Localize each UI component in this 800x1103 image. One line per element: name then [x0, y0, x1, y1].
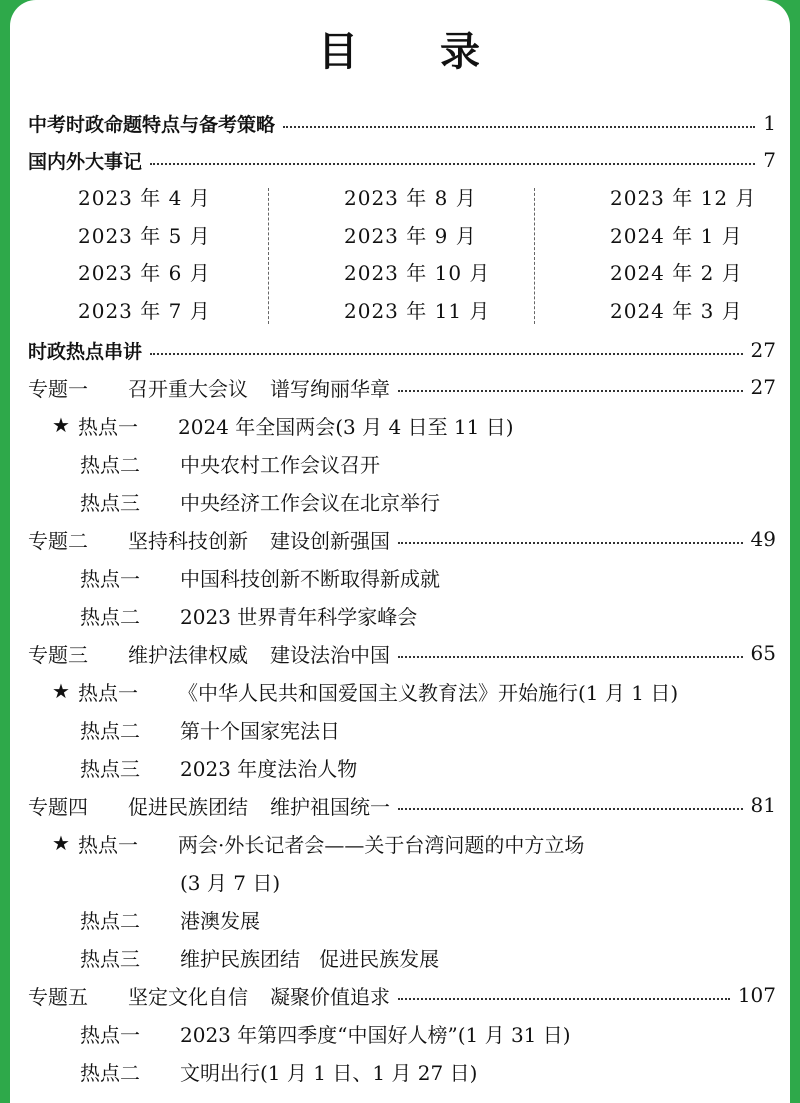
- hotspot-text: 中央农村工作会议召开: [180, 452, 380, 477]
- topic-subtitle: 凝聚价值追求: [270, 984, 390, 1009]
- hotspot-item[interactable]: [10, 1014, 790, 1052]
- topic-5[interactable]: [10, 976, 790, 1014]
- month-item[interactable]: 2023 年 7 月: [78, 298, 211, 323]
- month-item[interactable]: 2023 年 5 月: [78, 223, 211, 248]
- toc-entry-label: 中考时政命题特点与备考策略: [28, 113, 276, 136]
- toc-entry-label: 国内外大事记: [28, 150, 143, 173]
- month-item[interactable]: 2023 年 10 月: [344, 261, 491, 285]
- hotspot-text-continuation: [10, 862, 800, 900]
- hotspot-text: 2023 年第四季度“中国好人榜”(1 月 31 日): [180, 1022, 571, 1047]
- column-divider: [534, 188, 535, 324]
- topic-subtitle: 维护祖国统一: [270, 794, 390, 819]
- dot-leader: [150, 353, 743, 355]
- hotspot-item[interactable]: [10, 558, 790, 596]
- hotspot-label: 热点一: [78, 414, 138, 439]
- star-icon: ★: [52, 679, 70, 703]
- dot-leader: [150, 163, 755, 165]
- month-column-1: [78, 180, 211, 330]
- topic-number: 专题五: [28, 984, 88, 1009]
- hotspot-label: 热点三: [80, 756, 140, 781]
- page-number: 65: [750, 641, 776, 665]
- hotspot-label: 热点一: [80, 566, 140, 591]
- dot-leader: [398, 542, 743, 544]
- title-char-2: 录: [440, 28, 482, 75]
- topic-number: 专题二: [28, 528, 88, 553]
- hotspot-label: 热点二: [80, 452, 140, 477]
- hotspot-item[interactable]: [10, 748, 790, 786]
- hotspot-item[interactable]: [10, 406, 790, 444]
- topic-title: 坚持科技创新: [128, 528, 248, 553]
- hotspot-text: 中国科技创新不断取得新成就: [180, 566, 440, 591]
- hotspot-label: 热点二: [80, 908, 140, 933]
- hotspot-text: 维护民族团结 促进民族发展: [180, 946, 440, 971]
- hotspot-item[interactable]: [10, 596, 790, 634]
- dot-leader: [398, 390, 743, 392]
- title-char-1: 目: [318, 28, 360, 75]
- hotspot-item[interactable]: [10, 710, 790, 748]
- column-divider: [268, 188, 269, 324]
- topic-4[interactable]: [10, 786, 790, 824]
- month-column-3: [610, 180, 756, 330]
- hotspot-item[interactable]: [10, 938, 790, 976]
- hotspot-text: 文明出行(1 月 1 日、1 月 27 日): [180, 1060, 478, 1085]
- hotspot-item[interactable]: [10, 900, 790, 938]
- hotspot-label: 热点三: [80, 490, 140, 515]
- page-number: 27: [750, 375, 776, 399]
- month-item[interactable]: 2024 年 3 月: [610, 298, 743, 323]
- hotspot-label: 热点一: [80, 1022, 140, 1047]
- dot-leader: [398, 998, 730, 1000]
- hotspot-text: 《中华人民共和国爱国主义教育法》开始施行(1 月 1 日): [178, 680, 679, 705]
- star-icon: ★: [52, 831, 70, 855]
- hotspot-label: 热点三: [80, 946, 140, 971]
- hotspot-text: 2023 年度法治人物: [180, 756, 358, 781]
- month-item[interactable]: 2023 年 8 月: [344, 186, 477, 210]
- page-number: 27: [750, 338, 776, 362]
- topic-title: 维护法律权威: [128, 642, 248, 667]
- page-number: 107: [737, 983, 776, 1007]
- hotspot-text: 2023 世界青年科学家峰会: [180, 604, 418, 629]
- hotspot-text-cont: (3 月 7 日): [180, 870, 281, 895]
- topic-subtitle: 谱写绚丽华章: [270, 376, 390, 401]
- hotspot-label: 热点二: [80, 1060, 140, 1085]
- topic-3[interactable]: [10, 634, 790, 672]
- topic-number: 专题三: [28, 642, 88, 667]
- toc-entry-events[interactable]: [10, 141, 790, 179]
- hotspot-text: 两会·外长记者会——关于台湾问题的中方立场: [178, 832, 585, 857]
- page-title: [10, 20, 790, 77]
- topic-subtitle: 建设创新强国: [270, 528, 390, 553]
- topic-title: 召开重大会议: [128, 376, 248, 401]
- page-number: 7: [763, 148, 776, 172]
- dot-leader: [398, 656, 743, 658]
- month-item[interactable]: 2024 年 1 月: [610, 223, 743, 248]
- dot-leader: [398, 808, 743, 810]
- hotspot-item[interactable]: [10, 1052, 790, 1090]
- toc-entry-hot[interactable]: [10, 331, 790, 369]
- hotspot-text: 第十个国家宪法日: [180, 718, 340, 743]
- hotspot-label: 热点二: [80, 604, 140, 629]
- hotspot-label: 热点一: [78, 680, 138, 705]
- month-column-2: [344, 180, 490, 330]
- toc-entry-strategy[interactable]: [10, 104, 790, 142]
- topic-number: 专题四: [28, 794, 88, 819]
- page-number: 1: [763, 111, 776, 135]
- month-grid: [10, 180, 790, 330]
- topic-2[interactable]: [10, 520, 790, 558]
- month-item[interactable]: 2023 年 4 月: [78, 186, 211, 210]
- month-item[interactable]: 2023 年 6 月: [78, 261, 211, 285]
- month-item[interactable]: 2023 年 11 月: [344, 298, 491, 323]
- topic-number: 专题一: [28, 376, 88, 401]
- page-number: 81: [750, 793, 776, 817]
- hotspot-text: 2024 年全国两会(3 月 4 日至 11 日): [178, 414, 514, 439]
- month-item[interactable]: 2023 年 12 月: [610, 186, 757, 210]
- topic-subtitle: 建设法治中国: [270, 642, 390, 667]
- dot-leader: [283, 126, 755, 128]
- topic-1[interactable]: [10, 368, 790, 406]
- month-item[interactable]: 2024 年 2 月: [610, 261, 743, 285]
- toc-page: [10, 0, 790, 1103]
- hotspot-item[interactable]: [10, 482, 790, 520]
- star-icon: ★: [52, 413, 70, 437]
- hotspot-label: 热点一: [78, 832, 138, 857]
- hotspot-item[interactable]: [10, 672, 790, 710]
- hotspot-item[interactable]: [10, 444, 790, 482]
- month-item[interactable]: 2023 年 9 月: [344, 223, 477, 248]
- topic-title: 坚定文化自信: [128, 984, 248, 1009]
- toc-entry-label: 时政热点串讲: [28, 340, 143, 363]
- hotspot-text: 港澳发展: [180, 908, 260, 933]
- hotspot-text: 中央经济工作会议在北京举行: [180, 490, 440, 515]
- hotspot-item[interactable]: [10, 824, 790, 862]
- topic-title: 促进民族团结: [128, 794, 248, 819]
- page-number: 49: [750, 527, 776, 551]
- hotspot-label: 热点二: [80, 718, 140, 743]
